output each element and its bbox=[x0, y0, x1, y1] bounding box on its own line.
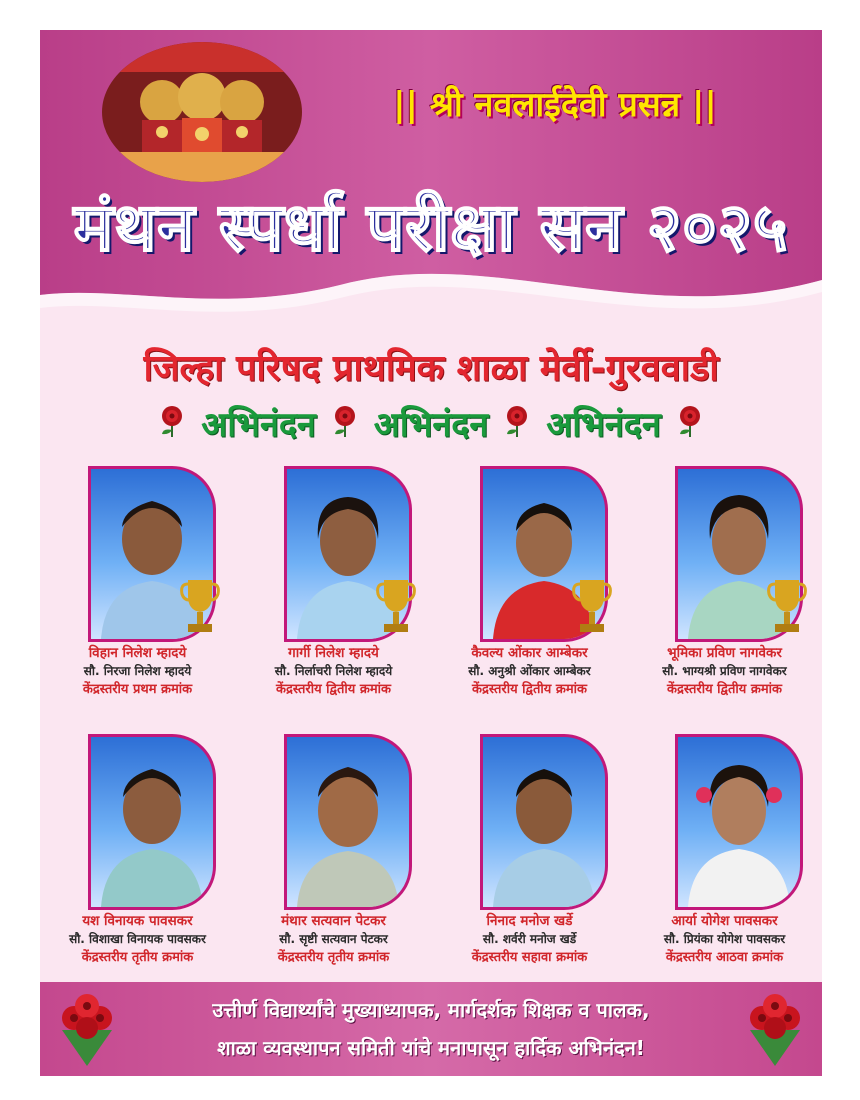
rank-text: केंद्रस्तरीय द्वितीय क्रमांक bbox=[276, 682, 391, 697]
congrats-word: अभिनंदन bbox=[546, 405, 661, 445]
trophy-icon bbox=[572, 576, 612, 636]
student-name: निनाद मनोज खर्डे bbox=[486, 913, 573, 929]
student-photo bbox=[675, 734, 803, 910]
student-card bbox=[432, 466, 627, 726]
mother-name: सौ. अनुश्री ओंकार आम्बेकर bbox=[468, 664, 591, 678]
top-title: || श्री नवलाईदेवी प्रसन्न || bbox=[393, 85, 717, 125]
rank-text: केंद्रस्तरीय तृतीय क्रमांक bbox=[81, 950, 194, 965]
student-card bbox=[627, 734, 822, 994]
student-card bbox=[627, 466, 822, 726]
bouquet-icon bbox=[740, 990, 810, 1068]
student-name: कैवल्य ओंकार आम्बेकर bbox=[471, 645, 588, 661]
student-photo bbox=[88, 734, 216, 910]
footer-line-2: शाळा व्यवस्थापन समिती यांचे मनापासून हार्दिक अभिनंदन! bbox=[217, 1036, 645, 1060]
rank-text: केंद्रस्तरीय सहावा क्रमांक bbox=[471, 950, 588, 965]
mother-name: सौ. सृष्टी सत्यवान पेटकर bbox=[279, 932, 388, 946]
rank-text: केंद्रस्तरीय द्वितीय क्रमांक bbox=[472, 682, 587, 697]
mother-name: सौ. भाग्यश्री प्रविण नागवेकर bbox=[662, 664, 787, 678]
header-banner bbox=[40, 30, 822, 330]
student-card bbox=[432, 734, 627, 994]
student-card bbox=[236, 466, 431, 726]
main-title: मंथन स्पर्धा परीक्षा सन २०२५ bbox=[73, 189, 789, 266]
student-name: विहान निलेश म्हादये bbox=[88, 645, 187, 661]
mother-name: सौ. निरजा निलेश म्हादये bbox=[83, 664, 192, 678]
rose-icon bbox=[502, 404, 532, 442]
student-name: गार्गी निलेश म्हादये bbox=[288, 645, 379, 661]
rank-text: केंद्रस्तरीय प्रथम क्रमांक bbox=[82, 682, 193, 697]
rose-icon bbox=[157, 404, 187, 442]
trophy-icon bbox=[180, 576, 220, 636]
student-card bbox=[40, 466, 235, 726]
student-photo bbox=[284, 734, 412, 910]
student-name: मंथार सत्यवान पेटकर bbox=[281, 913, 386, 929]
congrats-row bbox=[40, 400, 822, 446]
mother-name: सौ. प्रियंका योगेश पावसकर bbox=[663, 932, 786, 946]
student-card bbox=[40, 734, 235, 994]
rose-icon bbox=[675, 404, 705, 442]
deity-image bbox=[102, 42, 302, 182]
poster bbox=[40, 30, 822, 1076]
bouquet-icon bbox=[52, 990, 122, 1068]
rank-text: केंद्रस्तरीय आठवा क्रमांक bbox=[665, 950, 784, 965]
congrats-word: अभिनंदन bbox=[201, 405, 316, 445]
mother-name: सौ. शर्वरी मनोज खर्डे bbox=[482, 932, 577, 946]
footer-line-1: उत्तीर्ण विद्यार्थ्यांचे मुख्याध्यापक, मार्गदर्शक शिक्षक व पालक, bbox=[212, 998, 650, 1022]
trophy-icon bbox=[376, 576, 416, 636]
footer-banner bbox=[40, 982, 822, 1076]
mother-name: सौ. विशाखा विनायक पावसकर bbox=[69, 932, 206, 946]
rank-text: केंद्रस्तरीय तृतीय क्रमांक bbox=[277, 950, 390, 965]
rose-icon bbox=[330, 404, 360, 442]
student-name: भूमिका प्रविण नागवेकर bbox=[667, 645, 782, 661]
congrats-word: अभिनंदन bbox=[373, 405, 489, 445]
mother-name: सौ. निर्लाचरी निलेश म्हादये bbox=[274, 664, 393, 678]
trophy-icon bbox=[767, 576, 807, 636]
student-photo bbox=[480, 734, 608, 910]
rank-text: केंद्रस्तरीय द्वितीय क्रमांक bbox=[667, 682, 782, 697]
student-name: आर्या योगेश पावसकर bbox=[671, 913, 778, 929]
student-card bbox=[236, 734, 431, 994]
school-name: जिल्हा परिषद प्राथमिक शाळा मेर्वी-गुरववाडी bbox=[143, 348, 719, 389]
student-name: यश विनायक पावसकर bbox=[82, 913, 193, 929]
